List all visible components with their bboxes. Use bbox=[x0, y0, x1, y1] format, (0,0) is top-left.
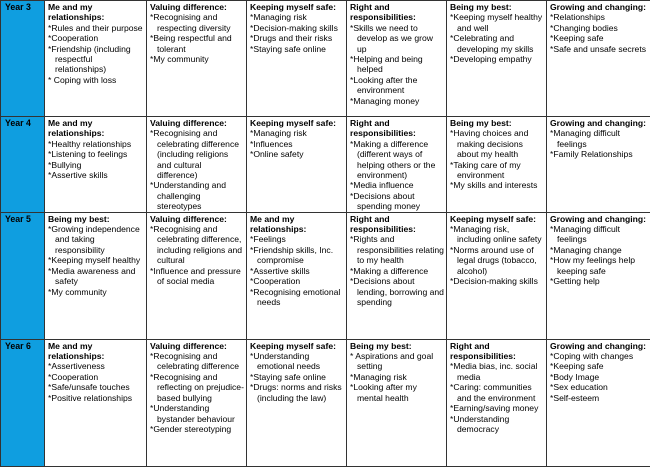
topic-item: *Decisions about spending money bbox=[350, 191, 444, 212]
topic-item: *Cooperation bbox=[250, 276, 344, 286]
topic-item: *Earning/saving money bbox=[450, 403, 544, 413]
topic-heading: Keeping myself safe: bbox=[250, 341, 344, 351]
topic-cell bbox=[247, 339, 347, 466]
topic-cell bbox=[547, 1, 650, 117]
topic-item: *Relationships bbox=[550, 12, 648, 22]
topic-heading: Right and responsibilities: bbox=[350, 2, 444, 23]
topic-item: *Media influence bbox=[350, 180, 444, 190]
topic-item: *Media bias, inc. social media bbox=[450, 361, 544, 382]
topic-item: *Managing change bbox=[550, 245, 648, 255]
topic-cell bbox=[347, 1, 447, 117]
topic-item: *Managing risk bbox=[250, 12, 344, 22]
topic-item: *My community bbox=[48, 287, 144, 297]
topic-item: *Family Relationships bbox=[550, 149, 648, 159]
topic-heading: Keeping myself safe: bbox=[450, 214, 544, 224]
topic-heading: Valuing difference: bbox=[150, 118, 244, 128]
year-label: Year 3 bbox=[1, 1, 45, 117]
topic-heading: Keeping myself safe: bbox=[250, 118, 344, 128]
topic-cell bbox=[247, 117, 347, 213]
topic-item: *Recognising and respecting diversity bbox=[150, 12, 244, 33]
topic-item: *Influences bbox=[250, 139, 344, 149]
topic-heading: Being my best: bbox=[48, 214, 144, 224]
topic-item: *Positive relationships bbox=[48, 393, 144, 403]
topic-cell bbox=[247, 1, 347, 117]
topic-item: *Drugs and their risks bbox=[250, 33, 344, 43]
topic-item: *Helping and being helped bbox=[350, 54, 444, 75]
topic-item: *Having choices and making decisions about my health bbox=[450, 128, 544, 159]
topic-cell bbox=[347, 339, 447, 466]
topic-cell bbox=[547, 339, 650, 466]
topic-item: *Friendship skills, Inc. compromise bbox=[250, 245, 344, 266]
topic-item: *Decision-making skills bbox=[250, 23, 344, 33]
topic-cell bbox=[45, 1, 147, 117]
topic-item: *Staying safe online bbox=[250, 372, 344, 382]
topic-item: *Decisions about lending, borrowing and spending bbox=[350, 276, 444, 307]
topic-heading: Me and my relationships: bbox=[250, 214, 344, 235]
topic-item: *Making a difference (different ways of helping others or the environment) bbox=[350, 139, 444, 181]
topic-item: *Recognising and celebrating difference, including religions and cultural bbox=[150, 224, 244, 266]
topic-item: *Rules and their purpose bbox=[48, 23, 144, 33]
topic-cell bbox=[547, 117, 650, 213]
topic-item: *Managing risk bbox=[350, 372, 444, 382]
topic-item: *Staying safe online bbox=[250, 44, 344, 54]
topic-heading: Growing and changing: bbox=[550, 118, 648, 128]
year-label: Year 4 bbox=[1, 117, 45, 213]
topic-heading: Being my best: bbox=[350, 341, 444, 351]
topic-heading: Me and my relationships: bbox=[48, 2, 144, 23]
topic-cell bbox=[347, 117, 447, 213]
topic-item: *Managing difficult feelings bbox=[550, 224, 648, 245]
topic-item: *Keeping myself healthy and well bbox=[450, 12, 544, 33]
topic-item: *Keeping myself healthy bbox=[48, 255, 144, 265]
topic-item: *Gender stereotyping bbox=[150, 424, 244, 434]
topic-item: *Caring: communities and the environment bbox=[450, 382, 544, 403]
topic-item: *Coping with changes bbox=[550, 351, 648, 361]
topic-heading: Growing and changing: bbox=[550, 2, 648, 12]
table-row bbox=[1, 1, 650, 117]
topic-item: *Managing risk, including online safety bbox=[450, 224, 544, 245]
topic-item: *Listening to feelings bbox=[48, 149, 144, 159]
topic-heading: Right and responsibilities: bbox=[350, 214, 444, 235]
topic-cell bbox=[447, 117, 547, 213]
topic-item: *Being respectful and tolerant bbox=[150, 33, 244, 54]
topic-item: *My community bbox=[150, 54, 244, 64]
topic-heading: Being my best: bbox=[450, 118, 544, 128]
topic-item: *Cooperation bbox=[48, 33, 144, 43]
topic-item: *Bullying bbox=[48, 160, 144, 170]
topic-item: *Healthy relationships bbox=[48, 139, 144, 149]
topic-item: *Media awareness and safety bbox=[48, 266, 144, 287]
topic-heading: Valuing difference: bbox=[150, 341, 244, 351]
topic-heading: Me and my relationships: bbox=[48, 341, 144, 362]
topic-heading: Growing and changing: bbox=[550, 341, 648, 351]
topic-cell bbox=[45, 339, 147, 466]
topic-cell bbox=[147, 339, 247, 466]
topic-cell bbox=[447, 339, 547, 466]
topic-item: *Growing independence and taking responsibility bbox=[48, 224, 144, 255]
topic-item: *Developing empathy bbox=[450, 54, 544, 64]
topic-cell bbox=[447, 1, 547, 117]
topic-item: *Recognising and celebrating difference bbox=[150, 351, 244, 372]
topic-item: *Safe/unsafe touches bbox=[48, 382, 144, 392]
topic-item: *Managing risk bbox=[250, 128, 344, 138]
topic-item: *Getting help bbox=[550, 276, 648, 286]
topic-cell bbox=[45, 212, 147, 339]
topic-item: *Understanding democracy bbox=[450, 414, 544, 435]
topic-item: *Recognising and reflecting on prejudice-based bullying bbox=[150, 372, 244, 403]
topic-heading: Right and responsibilities: bbox=[450, 341, 544, 362]
topic-heading: Being my best: bbox=[450, 2, 544, 12]
topic-heading: Right and responsibilities: bbox=[350, 118, 444, 139]
topic-item: *Recognising and celebrating difference (including religions and cultural difference) bbox=[150, 128, 244, 180]
year-label: Year 6 bbox=[1, 339, 45, 466]
topic-cell bbox=[347, 212, 447, 339]
topic-item: *Keeping safe bbox=[550, 361, 648, 371]
topic-item: *Influence and pressure of social media bbox=[150, 266, 244, 287]
topic-item: *Understanding and challenging stereotypes bbox=[150, 180, 244, 211]
topic-cell bbox=[147, 1, 247, 117]
topic-item: *Looking after my mental health bbox=[350, 382, 444, 403]
topic-item: *Managing difficult feelings bbox=[550, 128, 648, 149]
topic-item: *Body Image bbox=[550, 372, 648, 382]
year-label: Year 5 bbox=[1, 212, 45, 339]
topic-item: *Drugs: norms and risks (including the law) bbox=[250, 382, 344, 403]
topic-item: *Skills we need to develop as we grow up bbox=[350, 23, 444, 54]
topic-item: *Self-esteem bbox=[550, 393, 648, 403]
topic-item: *Assertive skills bbox=[250, 266, 344, 276]
topic-item: *Norms around use of legal drugs (tobacco, alcohol) bbox=[450, 245, 544, 276]
topic-item: *Cooperation bbox=[48, 372, 144, 382]
topic-item: *Recognising emotional needs bbox=[250, 287, 344, 308]
topic-item: *Understanding emotional needs bbox=[250, 351, 344, 372]
topic-item: * Coping with loss bbox=[48, 75, 144, 85]
topic-cell bbox=[247, 212, 347, 339]
topic-item: *Keeping safe bbox=[550, 33, 648, 43]
topic-item: *Online safety bbox=[250, 149, 344, 159]
topic-item: *Decision-making skills bbox=[450, 276, 544, 286]
topic-item: *Making a difference bbox=[350, 266, 444, 276]
topic-heading: Keeping myself safe: bbox=[250, 2, 344, 12]
topic-heading: Growing and changing: bbox=[550, 214, 648, 224]
topic-heading: Valuing difference: bbox=[150, 214, 244, 224]
topic-item: *Feelings bbox=[250, 234, 344, 244]
topic-item: *Rights and responsibilities relating to my health bbox=[350, 234, 444, 265]
topic-item: *Assertive skills bbox=[48, 170, 144, 180]
table-row bbox=[1, 339, 650, 466]
topic-item: *Celebrating and developing my skills bbox=[450, 33, 544, 54]
topic-item: *Assertiveness bbox=[48, 361, 144, 371]
topic-heading: Me and my relationships: bbox=[48, 118, 144, 139]
topic-item: *Understanding bystander behaviour bbox=[150, 403, 244, 424]
topic-item: *Looking after the environment bbox=[350, 75, 444, 96]
topic-heading: Valuing difference: bbox=[150, 2, 244, 12]
topic-item: * Aspirations and goal setting bbox=[350, 351, 444, 372]
topic-item: *Sex education bbox=[550, 382, 648, 392]
topic-item: *How my feelings help keeping safe bbox=[550, 255, 648, 276]
table-row bbox=[1, 117, 650, 213]
topic-item: *My skills and interests bbox=[450, 180, 544, 190]
table-row bbox=[1, 212, 650, 339]
topic-cell bbox=[447, 212, 547, 339]
topic-cell bbox=[147, 212, 247, 339]
topic-cell bbox=[147, 117, 247, 213]
topic-item: *Managing money bbox=[350, 96, 444, 106]
topic-item: *Changing bodies bbox=[550, 23, 648, 33]
topic-item: *Taking care of my environment bbox=[450, 160, 544, 181]
topic-cell bbox=[547, 212, 650, 339]
topic-item: *Friendship (including respectful relationships) bbox=[48, 44, 144, 75]
topic-item: *Safe and unsafe secrets bbox=[550, 44, 648, 54]
topic-cell bbox=[45, 117, 147, 213]
